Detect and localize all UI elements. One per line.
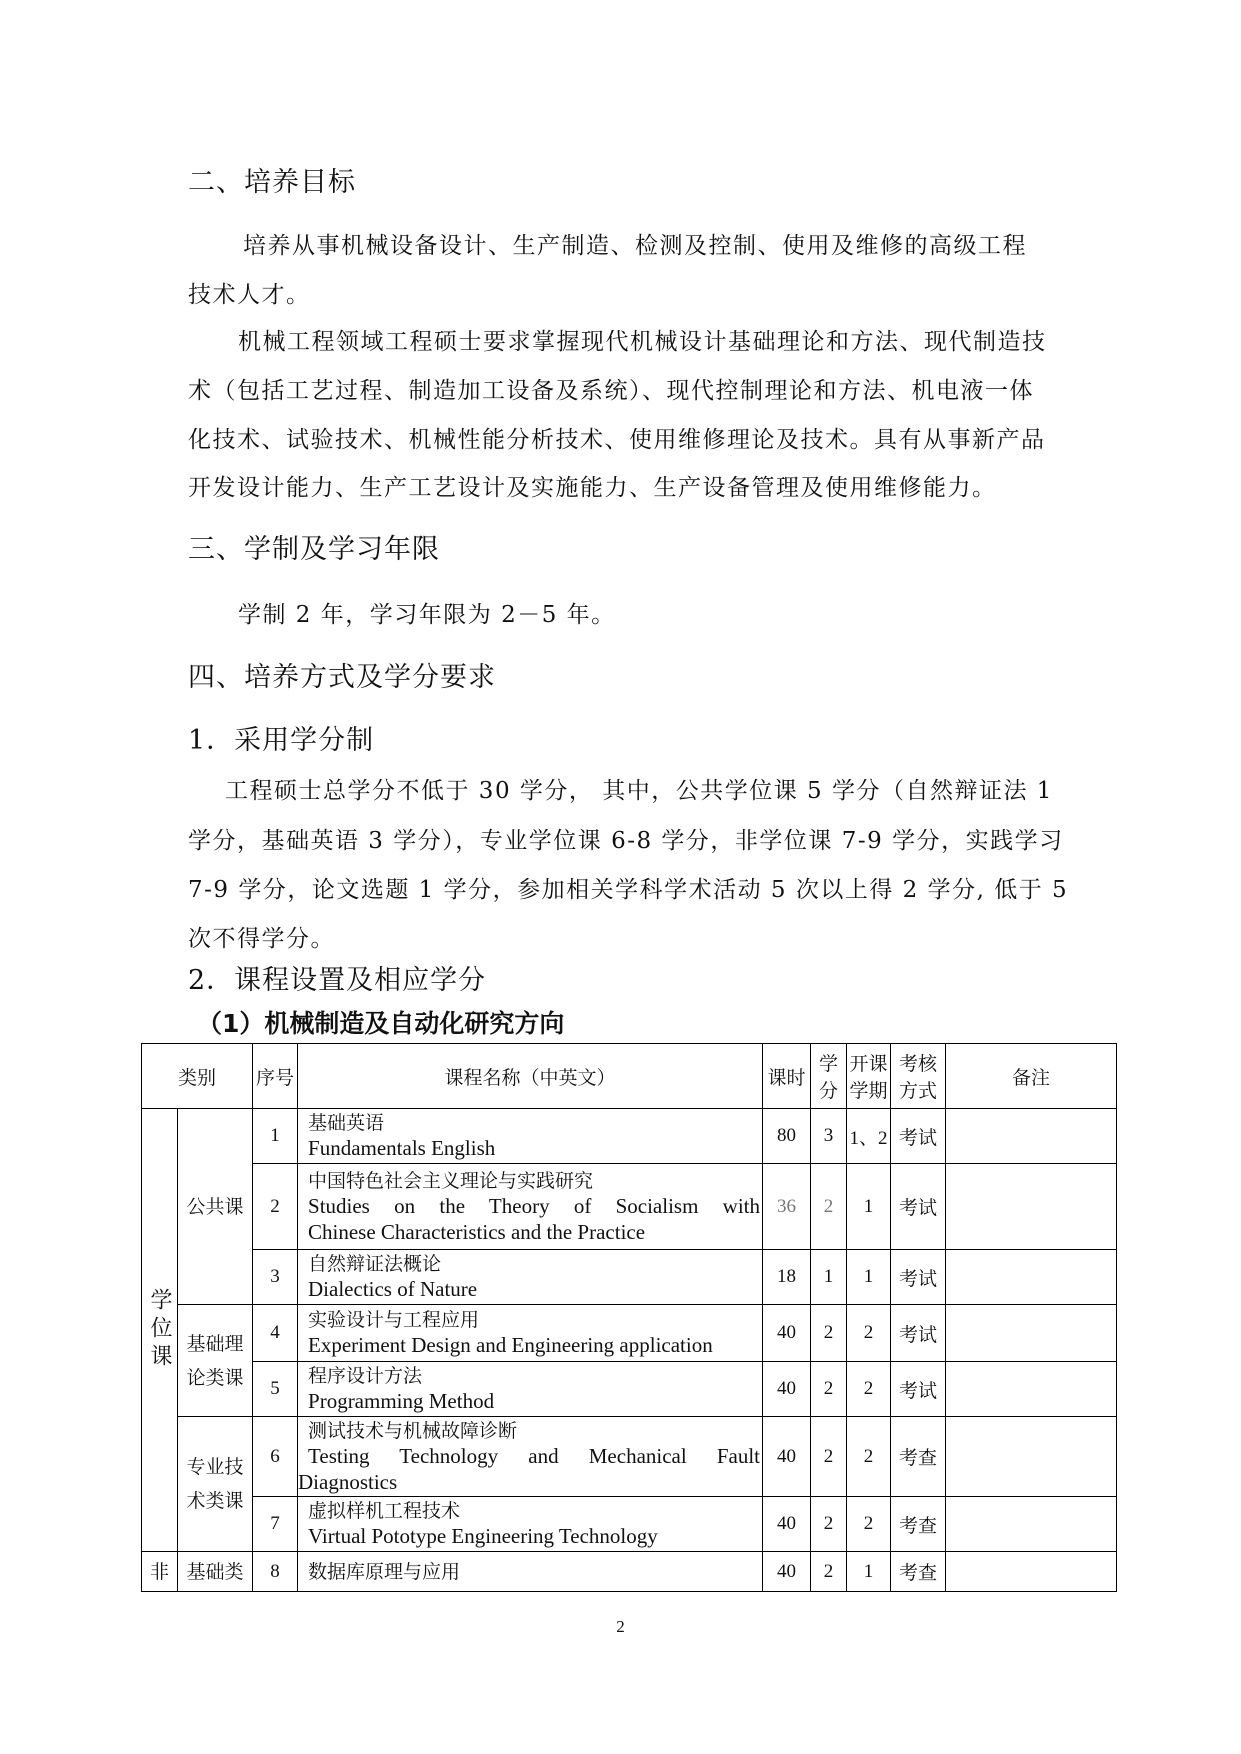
page-number: 2 xyxy=(616,1617,625,1636)
paragraph-line: 开发设计能力、生产工艺设计及实施能力、生产设备管理及使用维修能力。 xyxy=(188,475,997,501)
section-title-training: 四、培养方式及学分要求 xyxy=(188,662,496,693)
course-name-cell: 实验设计与工程应用 Experiment Design and Engineering application xyxy=(298,1305,763,1362)
table-row: 学位课 公共课 1 基础英语 Fundamentals English 80 3 1、2 考试 xyxy=(142,1109,1117,1164)
table-row: 非 基础类 8 数据库原理与应用 40 2 1 考查 xyxy=(142,1552,1117,1592)
header-term: 开课 学期 xyxy=(847,1044,891,1109)
remark-cell xyxy=(946,1497,1117,1552)
course-name-cell: 程序设计方法 Programming Method xyxy=(298,1362,763,1417)
course-name-cell: 中国特色社会主义理论与实践研究 Studies on the Theory of Socialism with Chinese Characteristics and the Practice xyxy=(298,1164,763,1250)
paragraph-line: 机械工程领域工程硕士要求掌握现代机械设计基础理论和方法、现代制造技 xyxy=(238,329,1047,355)
group-nondegree-course: 非 xyxy=(142,1552,178,1592)
course-name-cell: 虚拟样机工程技术 Virtual Pototype Engineering Technology xyxy=(298,1497,763,1552)
header-exam: 考核 方式 xyxy=(891,1044,946,1109)
subgroup-basic: 基础类 xyxy=(178,1552,253,1592)
subsection-title-courses: 2．课程设置及相应学分 xyxy=(188,965,487,996)
table-row: 2 中国特色社会主义理论与实践研究 Studies on the Theory of Socialism with Chinese Characteristics and the Practice 36 2 1 考试 xyxy=(142,1164,1117,1250)
paragraph-line: 学分，基础英语 3 学分），专业学位课 6-8 学分，非学位课 7-9 学分，实践学习 xyxy=(188,828,1064,854)
paragraph-line: 技术人才。 xyxy=(188,282,311,308)
course-name-cell: 数据库原理与应用 xyxy=(298,1552,763,1592)
subgroup-public: 公共课 xyxy=(178,1109,253,1305)
table-row: 7 虚拟样机工程技术 Virtual Pototype Engineering Technology 40 2 2 考查 xyxy=(142,1497,1117,1552)
table-header-row xyxy=(142,1044,1117,1109)
course-table xyxy=(141,1043,1117,1592)
paragraph-line: 培养从事机械设备设计、生产制造、检测及控制、使用及维修的高级工程 xyxy=(243,233,1027,259)
remark-cell xyxy=(946,1552,1117,1592)
remark-cell xyxy=(946,1250,1117,1305)
paragraph-line: 7-9 学分，论文选题 1 学分，参加相关学科学术活动 5 次以上得 2 学分, 低于 5 xyxy=(188,877,1069,903)
paragraph-line: 学制 2 年，学习年限为 2－5 年。 xyxy=(238,602,616,628)
remark-cell xyxy=(946,1362,1117,1417)
subgroup-basic-theory: 基础理 论类课 xyxy=(178,1305,253,1417)
remark-cell xyxy=(946,1417,1117,1497)
header-credit: 学 分 xyxy=(811,1044,847,1109)
course-name-cell: 基础英语 Fundamentals English xyxy=(298,1109,763,1164)
course-name-cell: 自然辩证法概论 Dialectics of Nature xyxy=(298,1250,763,1305)
table-row: 专业技 术类课 6 测试技术与机械故障诊断 Testing Technology and Mechanical Fault Diagnostics 40 2 2 考查 xyxy=(142,1417,1117,1497)
header-course-name: 课程名称（中英文） xyxy=(298,1044,763,1109)
course-name-cell: 测试技术与机械故障诊断 Testing Technology and Mechanical Fault Diagnostics xyxy=(298,1417,763,1497)
remark-cell xyxy=(946,1305,1117,1362)
subsection-title-direction: （1）机械制造及自动化研究方向 xyxy=(197,1009,565,1038)
table-row: 5 程序设计方法 Programming Method 40 2 2 考试 xyxy=(142,1362,1117,1417)
paragraph-line: 次不得学分。 xyxy=(188,926,335,952)
paragraph-line: 术（包括工艺过程、制造加工设备及系统）、现代控制理论和方法、机电液一体 xyxy=(188,378,1034,404)
subgroup-technical: 专业技 术类课 xyxy=(178,1417,253,1552)
table-row: 基础理 论类课 4 实验设计与工程应用 Experiment Design and Engineering application 40 2 2 考试 xyxy=(142,1305,1117,1362)
header-category: 类别 xyxy=(142,1044,253,1109)
table-row: 3 自然辩证法概论 Dialectics of Nature 18 1 1 考试 xyxy=(142,1250,1117,1305)
remark-cell xyxy=(946,1109,1117,1164)
section-title-duration: 三、学制及学习年限 xyxy=(188,534,440,565)
header-no: 序号 xyxy=(253,1044,298,1109)
group-degree-course: 学位课 xyxy=(142,1109,178,1552)
subsection-title-credit: 1．采用学分制 xyxy=(188,725,375,756)
header-remark: 备注 xyxy=(946,1044,1117,1109)
paragraph-line: 化技术、试验技术、机械性能分析技术、使用维修理论及技术。具有从事新产品 xyxy=(188,427,1046,453)
paragraph-line: 工程硕士总学分不低于 30 学分， 其中，公共学位课 5 学分（自然辩证法 1 xyxy=(225,778,1053,804)
remark-cell xyxy=(946,1164,1117,1250)
section-title-goals: 二、培养目标 xyxy=(188,167,356,198)
header-hours: 课时 xyxy=(763,1044,811,1109)
